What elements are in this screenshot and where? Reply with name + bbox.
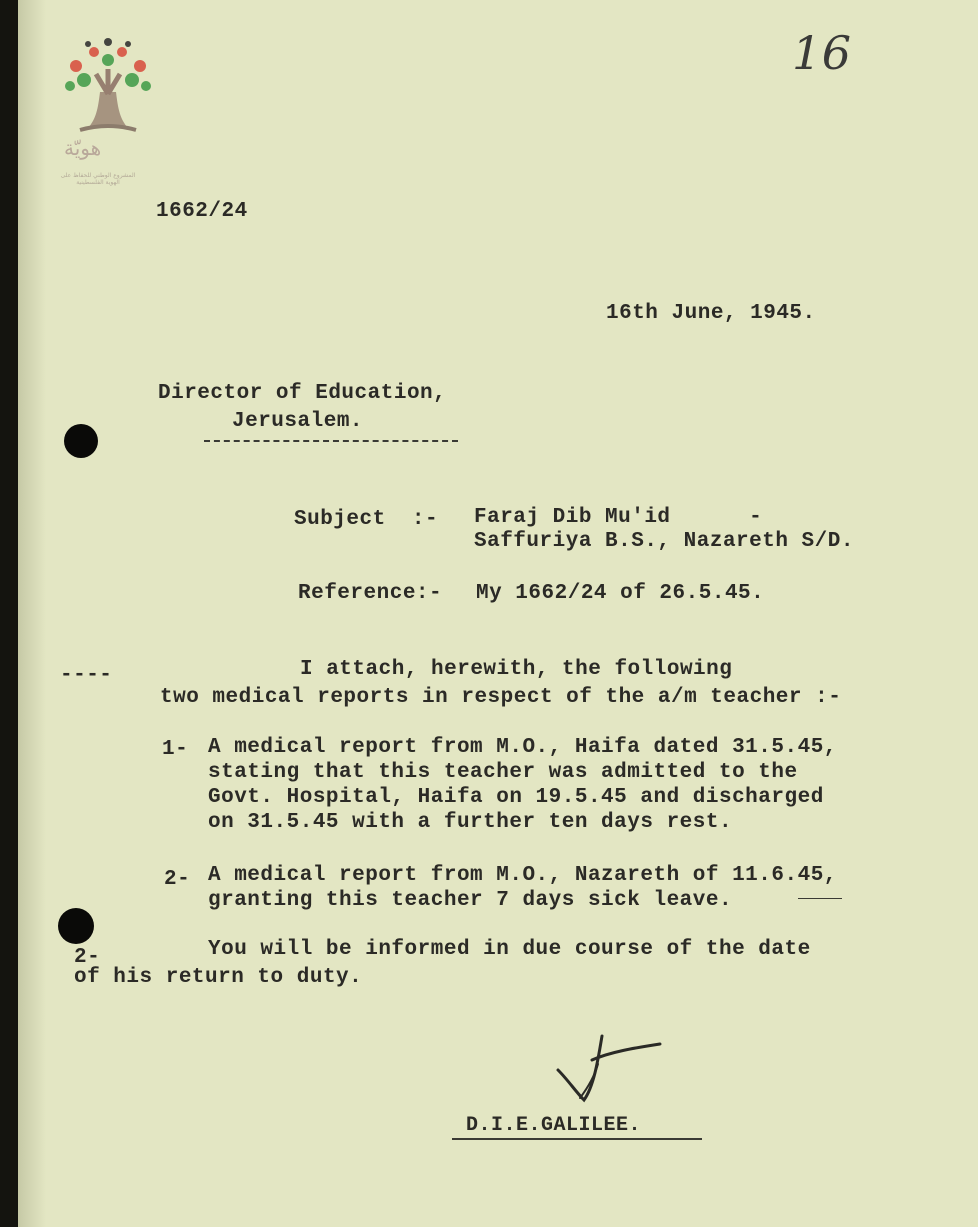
paragraph-2-number: 2- bbox=[74, 946, 101, 969]
item-2-trailing-dash bbox=[798, 898, 842, 899]
tree-logo-icon bbox=[58, 34, 158, 184]
reference-label: Reference:- bbox=[298, 582, 443, 605]
subject-label: Subject :- bbox=[294, 508, 439, 531]
page-number: 16 bbox=[792, 26, 852, 80]
punch-hole-top bbox=[64, 424, 98, 458]
signature-block: D.I.E.GALILEE. bbox=[466, 1114, 642, 1137]
item-2-number: 2- bbox=[164, 868, 191, 891]
subject-line-1: Faraj Dib Mu'id - bbox=[474, 506, 763, 529]
paragraph-2-line-1: You will be informed in due course of the date bbox=[208, 938, 811, 961]
logo-caption: المشروع الوطني للحفاظ على الهوية الفلسطينية bbox=[60, 172, 136, 186]
addressee-line-2: Jerusalem. bbox=[232, 410, 364, 433]
file-reference: 1662/24 bbox=[156, 200, 248, 223]
reference-value: My 1662/24 of 26.5.45. bbox=[476, 582, 765, 605]
item-1-number: 1- bbox=[162, 738, 189, 761]
intro-line-2: two medical reports in respect of the a/m teacher :- bbox=[160, 686, 842, 709]
item-2-line-1: A medical report from M.O., Nazareth of 11.6.45, bbox=[208, 864, 837, 887]
item-1-line-4: on 31.5.45 with a further ten days rest. bbox=[208, 811, 733, 834]
signature-underline bbox=[452, 1138, 702, 1140]
item-1-line-1: A medical report from M.O., Haifa dated 31.5.45, bbox=[208, 736, 837, 759]
margin-mark: ---- bbox=[60, 664, 113, 687]
item-1-line-3: Govt. Hospital, Haifa on 19.5.45 and discharged bbox=[208, 786, 824, 809]
addressee-underline bbox=[204, 440, 458, 442]
document-page bbox=[18, 0, 978, 1227]
subject-line-2: Saffuriya B.S., Nazareth S/D. bbox=[474, 530, 854, 553]
signature-initials bbox=[554, 1030, 664, 1110]
addressee-line-1: Director of Education, bbox=[158, 382, 447, 405]
letter-date: 16th June, 1945. bbox=[606, 302, 816, 325]
item-1-line-2: stating that this teacher was admitted to the bbox=[208, 761, 798, 784]
punch-hole-bottom bbox=[58, 908, 94, 944]
intro-line-1: I attach, herewith, the following bbox=[300, 658, 733, 681]
paragraph-2-line-2: of his return to duty. bbox=[74, 966, 363, 989]
logo-wordmark: هويّة bbox=[64, 136, 102, 160]
item-2-line-2: granting this teacher 7 days sick leave. bbox=[208, 889, 733, 912]
